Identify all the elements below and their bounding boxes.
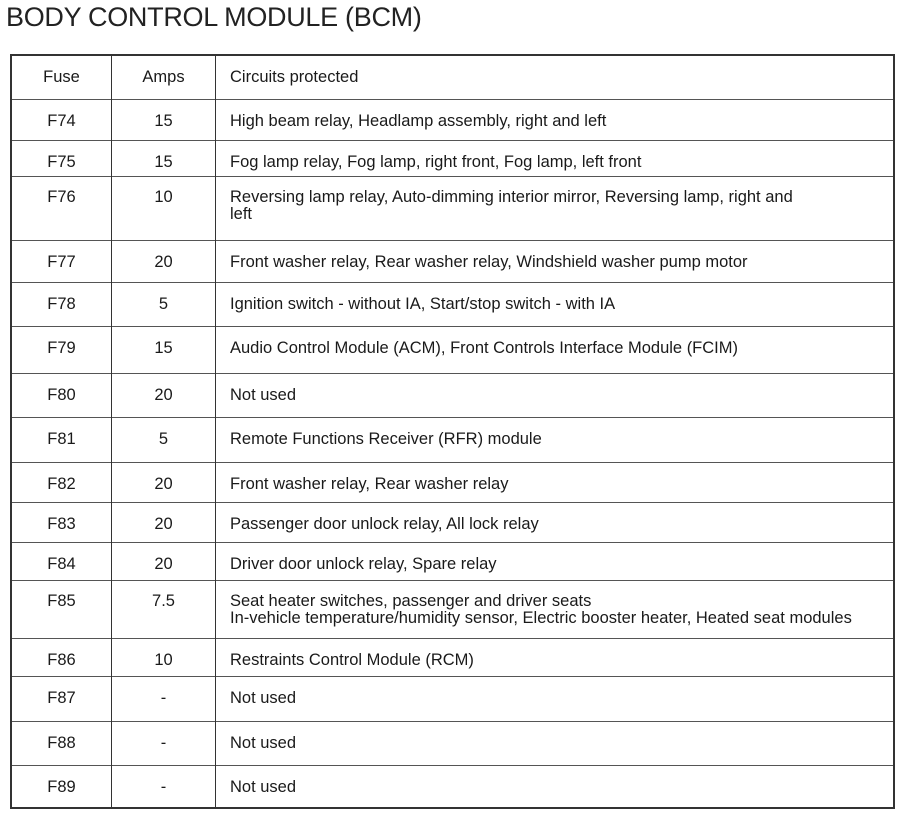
fuse-cell: F81 [11, 417, 112, 462]
circuits-cell [216, 638, 895, 676]
table-row [11, 676, 894, 721]
circuit-text: Front washer relay, Rear washer relay, Windshield washer pump motor [230, 252, 748, 271]
circuits-cell [216, 373, 895, 417]
circuits-cell [216, 99, 895, 140]
circuit-text: Audio Control Module (ACM), Front Controls Interface Module (FCIM) [230, 338, 739, 357]
amps-cell: - [112, 721, 216, 765]
amps-cell: 7.5 [112, 580, 216, 638]
amps-cell: 10 [112, 176, 216, 240]
fuse-cell: F76 [11, 176, 112, 240]
fuse-cell: F89 [11, 765, 112, 808]
circuit-text: Passenger door unlock relay, All lock relay [230, 514, 539, 533]
fuse-cell: F75 [11, 140, 112, 176]
circuits-cell [216, 326, 895, 373]
amps-cell: 15 [112, 326, 216, 373]
circuit-text: High beam relay, Headlamp assembly, right and left [230, 111, 607, 130]
table-row [11, 373, 894, 417]
fuse-cell: F80 [11, 373, 112, 417]
fuse-cell: F88 [11, 721, 112, 765]
amps-cell: 20 [112, 240, 216, 282]
circuit-text: Fog lamp relay, Fog lamp, right front, Fog lamp, left front [230, 152, 642, 171]
amps-cell: 20 [112, 502, 216, 542]
fuse-cell: F77 [11, 240, 112, 282]
table-row [11, 638, 894, 676]
amps-cell: 15 [112, 140, 216, 176]
amps-cell: - [112, 676, 216, 721]
table-row [11, 580, 894, 638]
table-row [11, 99, 894, 140]
amps-cell: 20 [112, 542, 216, 580]
circuits-cell [216, 417, 895, 462]
amps-cell: 5 [112, 417, 216, 462]
circuit-text: Not used [230, 733, 297, 752]
fuse-table [10, 54, 895, 809]
circuit-text: Restraints Control Module (RCM) [230, 650, 474, 669]
table-row [11, 282, 894, 326]
fuse-cell: F87 [11, 676, 112, 721]
table-row [11, 176, 894, 240]
amps-column-header: Amps [112, 55, 216, 99]
amps-cell: - [112, 765, 216, 808]
amps-cell: 5 [112, 282, 216, 326]
circuits-column-header: Circuits protected [230, 68, 359, 86]
circuits-cell [216, 765, 895, 808]
amps-cell: 20 [112, 373, 216, 417]
amps-cell: 15 [112, 99, 216, 140]
fuse-cell: F78 [11, 282, 112, 326]
table-row [11, 502, 894, 542]
circuits-cell [216, 676, 895, 721]
fuse-column-header: Fuse [11, 55, 112, 99]
table-row [11, 417, 894, 462]
table-row [11, 140, 894, 176]
fuse-cell: F85 [11, 580, 112, 638]
circuit-text: Not used [230, 777, 297, 796]
fuse-cell: F82 [11, 462, 112, 502]
table-row [11, 326, 894, 373]
circuit-text: In-vehicle temperature/humidity sensor, Electric booster heater, Heated seat modules [230, 608, 852, 627]
circuit-text: Ignition switch - without IA, Start/stop switch - with IA [230, 294, 616, 313]
circuits-cell [216, 240, 895, 282]
table-row [11, 721, 894, 765]
circuit-text: Remote Functions Receiver (RFR) module [230, 429, 542, 448]
amps-cell: 20 [112, 462, 216, 502]
circuit-text: Not used [230, 688, 297, 707]
page-title: BODY CONTROL MODULE (BCM) [6, 2, 422, 32]
fuse-cell: F86 [11, 638, 112, 676]
table-row [11, 462, 894, 502]
circuits-cell [216, 462, 895, 502]
circuit-text: Driver door unlock relay, Spare relay [230, 554, 497, 573]
circuits-cell [216, 140, 895, 176]
circuits-cell [216, 721, 895, 765]
circuit-text: Seat heater switches, passenger and driver seats [230, 591, 592, 610]
circuits-cell [216, 502, 895, 542]
circuit-text: Not used [230, 385, 297, 404]
circuit-text: Reversing lamp relay, Auto-dimming interior mirror, Reversing lamp, right and left [230, 187, 793, 223]
circuits-cell [216, 282, 895, 326]
amps-cell: 10 [112, 638, 216, 676]
circuits-cell [216, 580, 895, 638]
fuse-cell: F84 [11, 542, 112, 580]
table-row [11, 765, 894, 808]
table-row [11, 240, 894, 282]
circuits-cell [216, 176, 895, 240]
table-row [11, 542, 894, 580]
fuse-cell: F74 [11, 99, 112, 140]
circuits-cell [216, 542, 895, 580]
fuse-cell: F79 [11, 326, 112, 373]
circuit-text: Front washer relay, Rear washer relay [230, 474, 509, 493]
fuse-cell: F83 [11, 502, 112, 542]
table-header-row [11, 55, 894, 99]
